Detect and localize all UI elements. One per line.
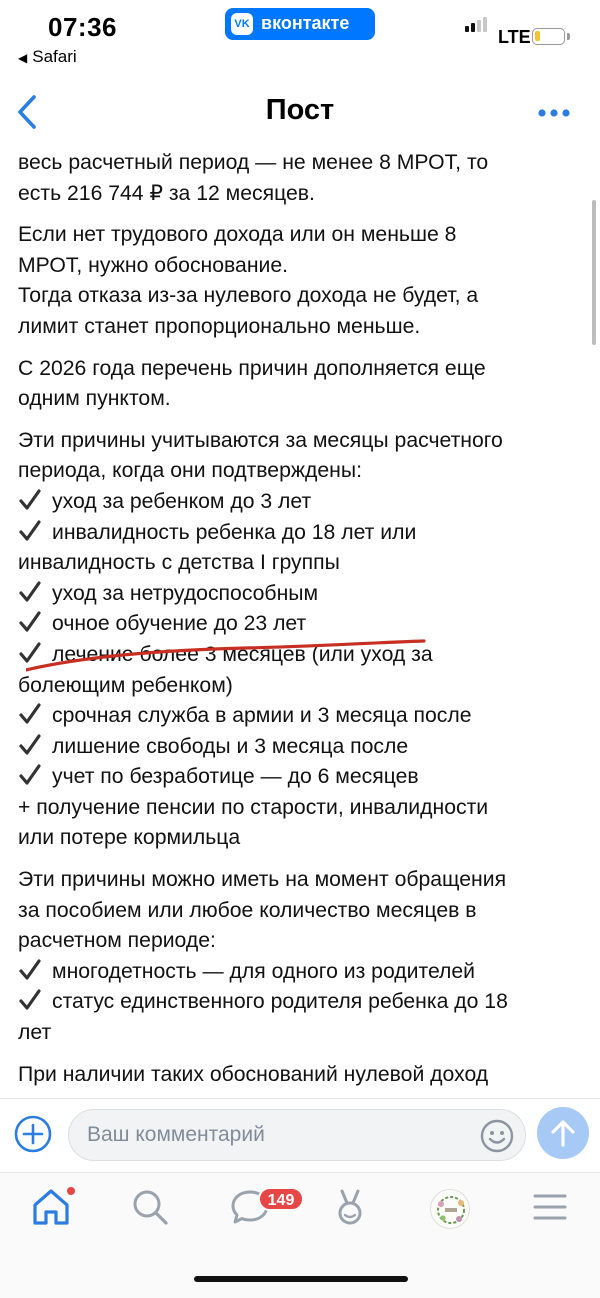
checkmark-icon	[18, 703, 42, 725]
checkmark-icon	[18, 611, 42, 633]
checkmark-icon	[18, 734, 42, 756]
comment-placeholder: Ваш комментарий	[87, 1123, 265, 1146]
text-line: лет	[18, 1021, 52, 1045]
text-line: Эти причины учитываются за месяцы расчетного	[18, 428, 503, 452]
home-badge-dot	[67, 1187, 75, 1195]
list-item	[18, 609, 578, 640]
list-item-label: учет по безработице — до 6 месяцев	[52, 765, 419, 789]
paragraph-anytime-reasons	[18, 865, 578, 1049]
list-item	[18, 701, 578, 732]
list-item	[18, 957, 578, 988]
list-item	[18, 987, 578, 1018]
text-line: одним пунктом.	[18, 387, 171, 411]
list-item-label: многодетность — для одного из родителей	[52, 959, 476, 983]
status-time: 07:36	[48, 12, 117, 42]
text-line: При наличии таких обоснований нулевой доход	[18, 1062, 489, 1086]
list-item-label: срочная служба в армии и 3 месяца после	[52, 704, 472, 728]
text-line: лимит станет пропорционально меньше.	[18, 314, 421, 338]
text-line: инвалидность с детства I группы	[18, 551, 340, 575]
list-item	[18, 732, 578, 763]
send-button[interactable]	[537, 1107, 589, 1159]
list-item-label: очное обучение до 23 лет	[52, 612, 307, 636]
clips-icon[interactable]	[328, 1185, 372, 1229]
list-item	[18, 762, 578, 793]
search-icon[interactable]	[128, 1185, 172, 1229]
text-line: за пособием или любое количество месяцев в	[18, 898, 477, 922]
list-item-label: статус единственного родителя ребенка до 18	[52, 990, 508, 1014]
text-line: С 2026 года перечень причин дополняется еще	[18, 356, 486, 380]
network-label: LTE	[498, 27, 531, 47]
text-line: + получение пенсии по старости, инвалидности	[18, 795, 489, 819]
vk-logo-icon: VK	[231, 13, 253, 35]
checkmark-icon	[18, 989, 42, 1011]
back-to-safari[interactable]	[18, 47, 77, 67]
paragraph-reasons	[18, 426, 578, 854]
paragraph-justification	[18, 220, 578, 342]
smile-icon[interactable]	[479, 1118, 515, 1154]
paragraph-limit	[18, 148, 578, 209]
text-line: болеющим ребенком)	[18, 673, 233, 697]
battery-icon	[532, 28, 565, 45]
list-item	[18, 487, 578, 518]
avatar[interactable]	[430, 1189, 470, 1229]
menu-icon[interactable]	[528, 1185, 572, 1229]
app-pill[interactable]	[225, 8, 375, 40]
list-item	[18, 579, 578, 610]
comment-bar	[0, 1098, 600, 1173]
text-line: Если нет трудового дохода или он меньше 8	[18, 223, 457, 247]
comment-input[interactable]	[68, 1109, 526, 1161]
page-header	[0, 80, 600, 148]
text-line: или потере кормильца	[18, 826, 241, 850]
checkmark-icon	[18, 642, 42, 664]
app-pill-label: вконтакте	[261, 13, 350, 33]
post-text	[18, 148, 578, 1096]
list-item-label: инвалидность ребенка до 18 лет или	[52, 520, 417, 544]
battery-fill	[535, 31, 540, 41]
list-item	[18, 518, 578, 549]
list-item-label: лишение свободы и 3 месяца после	[52, 734, 409, 758]
back-triangle-icon: ◀	[18, 51, 28, 65]
arrow-up-icon	[537, 1107, 589, 1159]
more-dots-icon[interactable]	[536, 104, 572, 122]
plus-circle-icon[interactable]	[13, 1114, 53, 1154]
page-title: Пост	[265, 94, 335, 126]
paragraph-2026	[18, 354, 578, 415]
list-item-label: лечение более 3 месяцев (или уход за	[52, 642, 433, 666]
checkmark-icon	[18, 520, 42, 542]
back-app-label: Safari	[32, 47, 77, 66]
list-item-label: уход за ребенком до 3 лет	[52, 489, 312, 513]
messages-badge: 149	[258, 1187, 304, 1211]
text-line: есть 216 744 ₽ за 12 месяцев.	[18, 181, 315, 205]
list-item	[18, 640, 578, 671]
list-item-label: уход за нетрудоспособным	[52, 581, 319, 605]
checkmark-icon	[18, 581, 42, 603]
home-indicator	[194, 1276, 408, 1282]
text-line: Тогда отказа из-за нулевого дохода не будет, а	[18, 284, 479, 308]
battery-cap	[567, 33, 570, 40]
text-line: МРОТ, нужно обоснование.	[18, 253, 289, 277]
text-line: Эти причины можно иметь на момент обращения	[18, 868, 507, 892]
checkmark-icon	[18, 764, 42, 786]
text-line: расчетном периоде:	[18, 929, 216, 953]
text-line: весь расчетный период — не менее 8 МРОТ, то	[18, 151, 489, 174]
status-bar	[0, 0, 600, 80]
checkmark-icon	[18, 489, 42, 511]
checkmark-icon	[18, 959, 42, 981]
paragraph-zero-income	[18, 1060, 578, 1091]
scrollbar[interactable]	[592, 200, 596, 345]
text-line: периода, когда они подтверждены:	[18, 459, 362, 483]
